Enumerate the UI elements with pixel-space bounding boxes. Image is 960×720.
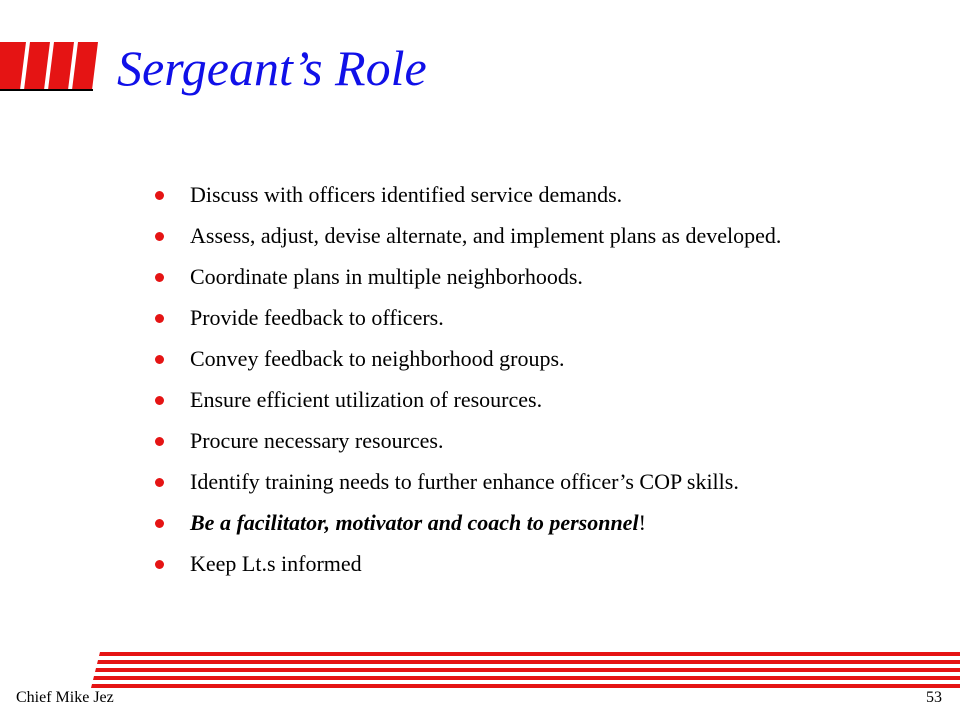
list-item (150, 303, 940, 332)
list-item (150, 426, 940, 455)
bullet-text: Keep Lt.s informed (190, 551, 362, 576)
bullet-dot-icon (155, 560, 164, 569)
bullet-text: Discuss with officers identified service demands. (190, 182, 623, 207)
footer-author: Chief Mike Jez (16, 689, 114, 706)
slide-title: Sergeant’s Role (117, 40, 427, 96)
bullet-dot-icon (155, 314, 164, 323)
list-item (150, 467, 940, 496)
bullet-dot-icon (155, 437, 164, 446)
list-item (150, 180, 940, 209)
footer-red-stripes (88, 652, 960, 688)
page-number: 53 (926, 689, 942, 706)
bullet-text: Procure necessary resources. (190, 428, 444, 453)
bullet-text: Assess, adjust, devise alternate, and implement plans as developed. (190, 223, 782, 248)
list-item (150, 508, 940, 537)
list-item (150, 221, 940, 250)
bullet-emphasis-text: Be a facilitator, motivator and coach to personnel (190, 510, 639, 535)
bullet-text: Provide feedback to officers. (190, 305, 444, 330)
bullet-list (150, 180, 940, 590)
bullet-dot-icon (155, 191, 164, 200)
bullet-dot-icon (155, 478, 164, 487)
bullet-dot-icon (155, 232, 164, 241)
bullet-suffix-text: ! (638, 510, 646, 535)
bullet-dot-icon (155, 355, 164, 364)
list-item (150, 262, 940, 291)
bullet-dot-icon (155, 273, 164, 282)
red-bars-logo-icon (0, 42, 104, 94)
bullet-text: Convey feedback to neighborhood groups. (190, 346, 565, 371)
list-item (150, 344, 940, 373)
bullet-text: Identify training needs to further enhance officer’s COP skills. (190, 469, 739, 494)
bullet-dot-icon (155, 396, 164, 405)
bullet-text: Ensure efficient utilization of resources. (190, 387, 543, 412)
list-item (150, 549, 940, 578)
bullet-text: Coordinate plans in multiple neighborhoods. (190, 264, 583, 289)
list-item (150, 385, 940, 414)
bullet-dot-icon (155, 519, 164, 528)
